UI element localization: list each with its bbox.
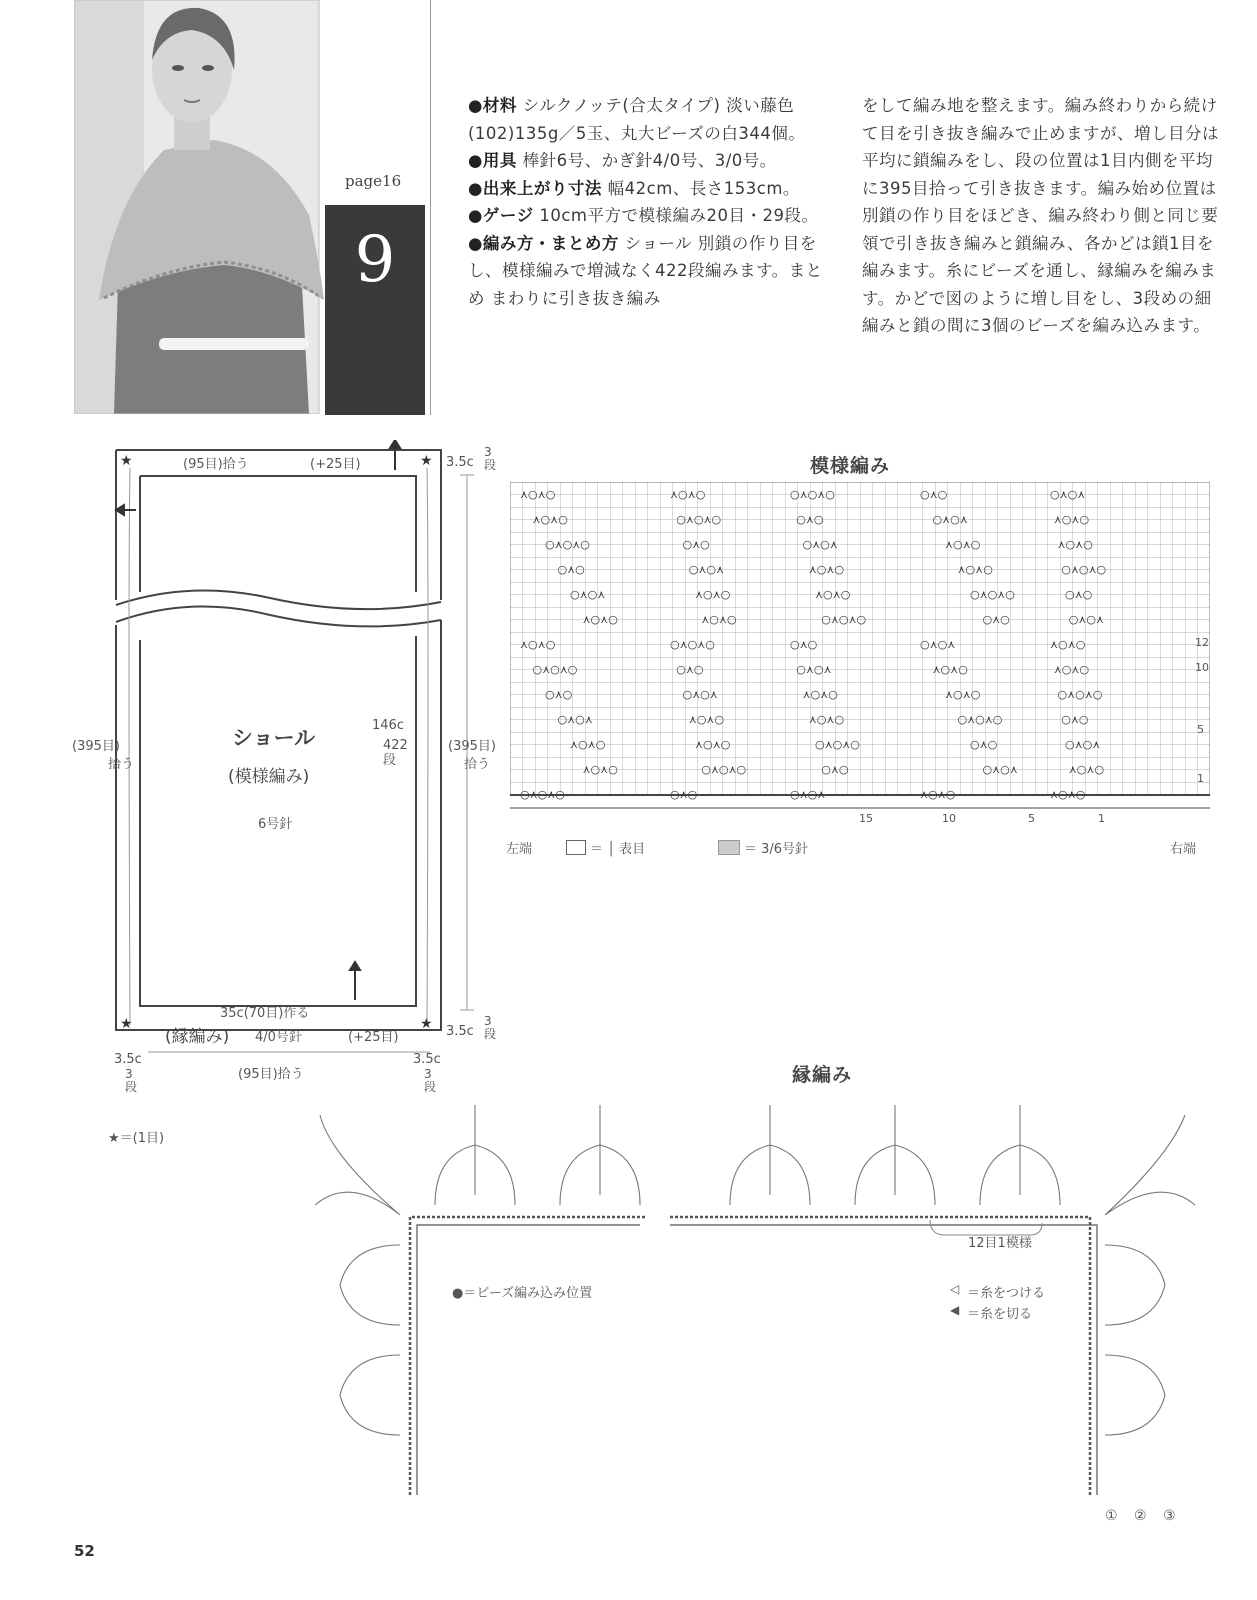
- row-number-10: 10: [1195, 661, 1209, 674]
- bottom-increase-label: (+25目): [348, 1030, 399, 1045]
- chart-symbol: ⋏○⋏○: [688, 713, 725, 726]
- chart-symbol: ○⋏○: [1061, 713, 1089, 726]
- chart-symbol: ○⋏○⋏○: [520, 788, 565, 801]
- edging-scallop: [1105, 1245, 1165, 1325]
- bottom-right-rows-2: 3段: [424, 1067, 437, 1094]
- right-pickup-label: 拾う: [464, 757, 491, 772]
- legend-plain-swatch: [566, 840, 586, 855]
- chart-symbol: ○⋏○⋏: [557, 713, 593, 726]
- chart-symbol: ○⋏○: [796, 513, 824, 526]
- edging-chart-diagram: [290, 1095, 1240, 1515]
- cast-on-label: 35c(70目)作る: [220, 1006, 310, 1021]
- piece-stitch: (模様編み): [228, 767, 310, 787]
- bottom-right-dim-2: 3.5c: [413, 1052, 441, 1067]
- row-number-5: 5: [1197, 723, 1204, 736]
- cut-legend: ＝糸を切る: [967, 1307, 1033, 1322]
- chart-symbol: ○⋏○⋏○: [545, 538, 590, 551]
- edging-scallop: [1105, 1355, 1165, 1435]
- chart-symbol: ○⋏○⋏○: [676, 513, 722, 526]
- chart-symbol: ⋏○⋏○: [695, 588, 731, 601]
- legend-knit: ＝ │ 表目: [590, 842, 646, 857]
- length-rows: 422段: [383, 738, 408, 768]
- chart-symbol: ○⋏○⋏: [920, 638, 956, 651]
- bottom-pickup-label: (95目)拾う: [238, 1067, 304, 1082]
- bottom-left-rows: 3段: [125, 1067, 138, 1094]
- bottom-right-dim: 3.5c: [446, 1024, 474, 1039]
- attach-legend: ＝糸をつける: [967, 1286, 1046, 1301]
- chart-symbol: ○⋏○: [970, 738, 998, 751]
- chart-symbol: ○⋏○⋏: [570, 588, 606, 601]
- col-number-5: 5: [1028, 812, 1035, 825]
- attach-marker-icon: ◁: [950, 1282, 960, 1296]
- top-right-dim: 3.5c: [446, 455, 474, 470]
- row-label-2: ②: [1134, 1508, 1147, 1524]
- chart-symbol: ⋏○⋏○: [802, 688, 838, 701]
- row-label-1: ①: [1105, 1508, 1118, 1524]
- chart-symbol: ○⋏○⋏: [796, 663, 832, 676]
- col-number-15: 15: [859, 812, 873, 825]
- chart-symbol: ○⋏○⋏: [982, 763, 1018, 776]
- chart-symbol: ○⋏○⋏○: [532, 663, 578, 676]
- lace-chart-grid: [510, 482, 1210, 822]
- chart-symbol: ⋏○⋏○: [520, 638, 556, 651]
- chart-symbol: ⋏○⋏○: [1053, 663, 1090, 676]
- chart-symbol: ⋏○⋏○: [520, 488, 556, 501]
- top-right-rows: 3段: [484, 445, 497, 472]
- edging-chart-title: 縁編み: [792, 1064, 853, 1086]
- edging-corner: [1105, 1115, 1195, 1215]
- chart-symbol: ⋏○⋏○: [701, 613, 737, 626]
- chart-symbol: ○⋏○: [1065, 588, 1093, 601]
- cut-marker-icon: ◀: [950, 1303, 960, 1317]
- chart-symbol: ○⋏○⋏: [790, 788, 826, 801]
- top-pickup-label: (95目)拾う: [183, 457, 249, 472]
- chart-symbol: ○⋏○⋏○: [790, 488, 835, 501]
- header-divider: [430, 0, 431, 415]
- edging-scallop: [340, 1245, 400, 1325]
- page-number: 52: [74, 1542, 95, 1560]
- legend-shaded-swatch: [718, 840, 740, 855]
- chart-symbol: ○⋏○: [676, 663, 704, 676]
- chart-symbol: ⋏○⋏○: [808, 713, 845, 726]
- row-number-12: 12: [1195, 636, 1209, 649]
- chart-symbol: ⋏○⋏○: [808, 563, 845, 576]
- chart-symbol: ○⋏○⋏○: [957, 713, 1003, 726]
- chart-symbol: ⋏○⋏○: [1053, 513, 1090, 526]
- chart-symbol: ○⋏○⋏: [802, 538, 838, 551]
- chart-symbol: ○⋏○: [920, 488, 948, 501]
- chart-symbol: ⋏○⋏○: [570, 738, 606, 751]
- chart-symbol: ○⋏○⋏: [932, 513, 968, 526]
- right-pickup-count: (395目): [448, 739, 496, 754]
- chart-symbol: ⋏○⋏○: [1057, 538, 1093, 551]
- edging-corner: [315, 1115, 400, 1215]
- chart-symbol: ⋏○⋏○: [920, 788, 956, 801]
- col-number-1: 1: [1098, 812, 1105, 825]
- bottom-left-dim: 3.5c: [114, 1052, 142, 1067]
- page-reference: page16: [345, 172, 402, 190]
- chart-symbol: ○⋏○⋏: [1068, 613, 1105, 626]
- instructions-column-1: ●材料 シルクノッテ(合太タイプ) 淡い藤色(102)135g／5玉、丸大ビーズの白344個。 ●用具 棒針6号、かぎ針4/0号、3/0号。 ●出来上がり寸法 幅42cm、長さ153cm。 ●ゲージ 10cm平方で模様編み20目・29段。 ●編み方・まとめ方 ショール 別鎖の作り目をし、模様編みで増減なく422段編みます。まとめ まわりに引き抜き編み: [468, 96, 823, 308]
- chart-symbol: ○⋏○: [545, 688, 573, 701]
- chart-symbol: ○⋏○⋏: [688, 563, 725, 576]
- row-label-3: ③: [1163, 1508, 1176, 1524]
- chart-symbol: ⋏○⋏○: [1050, 638, 1086, 651]
- left-pickup-label: 拾う: [108, 757, 135, 772]
- chart-symbol: ○⋏○⋏○: [1061, 563, 1107, 576]
- chart-symbol: ⋏○⋏○: [945, 688, 981, 701]
- chart-symbol: ○⋏○⋏: [1065, 738, 1101, 751]
- pattern-number: 9: [325, 205, 425, 415]
- chart-symbol: ⋏○⋏○: [1068, 763, 1105, 776]
- chart-symbol: ⋏○⋏○: [945, 538, 981, 551]
- chart-symbol: ○⋏○: [982, 613, 1010, 626]
- chart-symbol: ⋏○⋏○: [532, 513, 568, 526]
- svg-text:★: ★: [420, 1016, 433, 1032]
- edging-name: (縁編み): [165, 1027, 230, 1047]
- legend-shaded: ＝ 3/6号針: [744, 842, 809, 857]
- chart-symbol: ○⋏○⋏○: [1057, 688, 1103, 701]
- chart-symbol: ○⋏○⋏○: [701, 763, 747, 776]
- chart-symbol: ○⋏○: [682, 538, 710, 551]
- svg-text:★: ★: [420, 453, 433, 469]
- chart-symbol: ○⋏○: [670, 788, 698, 801]
- chart-symbol: ⋏○⋏○: [582, 613, 618, 626]
- instructions-column-2: をして編み地を整えます。編み終わりから続けて目を引き抜き編みで止めますが、増し目分は平均に鎖編みをし、段の位置は1目内側を平均に395目拾って引き抜きます。編み始め位置は別鎖の作り目をほどき、編み終わり側と同じ要領で引き抜き編みと鎖編み、各かどは鎖1目を編みます。糸にビーズを通し、縁編みを編みます。かどで図のように増し目をし、3段めの細編みと鎖の間に3個のビーズを編み込みます。: [862, 96, 1219, 335]
- svg-text:★: ★: [120, 453, 133, 469]
- length-cm: 146c: [372, 718, 404, 733]
- chart-symbol: ⋏○⋏○: [1050, 788, 1086, 801]
- right-end-label: 右端: [1170, 842, 1197, 857]
- edging-scallop: [340, 1355, 400, 1435]
- chart-symbol: ○⋏○: [790, 638, 818, 651]
- bead-legend: ●＝ビーズ編み込み位置: [452, 1286, 593, 1301]
- left-end-label: 左端: [506, 842, 533, 857]
- chart-symbol: ⋏○⋏○: [815, 588, 851, 601]
- chart-symbol: ○⋏○: [821, 763, 849, 776]
- piece-name: ショール: [232, 726, 316, 750]
- chart-symbol: ○⋏○⋏○: [821, 613, 867, 626]
- chart-symbol: ○⋏○⋏○: [970, 588, 1015, 601]
- chart-symbol: ⋏○⋏○: [932, 663, 968, 676]
- top-increase-label: (+25目): [310, 457, 361, 472]
- chart-symbol: ○⋏○: [557, 563, 585, 576]
- chart-symbol: ○⋏○⋏: [1050, 488, 1086, 501]
- col-number-10: 10: [942, 812, 956, 825]
- edging-repeat-label: 12目1模様: [968, 1236, 1032, 1251]
- svg-text:★: ★: [120, 1016, 133, 1032]
- chart-symbol: ⋏○⋏○: [582, 763, 618, 776]
- star-legend: ★＝(1目): [108, 1131, 165, 1146]
- chart-symbol: ○⋏○⋏○: [670, 638, 715, 651]
- chart-symbol: ○⋏○⋏○: [815, 738, 860, 751]
- chart-symbol: ○⋏○⋏: [682, 688, 718, 701]
- needle-label: 6号針: [258, 817, 293, 832]
- bottom-right-rows: 3段: [484, 1014, 497, 1041]
- left-pickup-count: (395目): [72, 739, 120, 754]
- row-number-1: 1: [1197, 772, 1204, 785]
- edging-needle: 4/0号針: [255, 1030, 302, 1045]
- chart-symbol: ⋏○⋏○: [695, 738, 731, 751]
- chart-symbol: ⋏○⋏○: [957, 563, 993, 576]
- lace-chart-title: 模様編み: [810, 455, 891, 477]
- chart-symbol: ⋏○⋏○: [670, 488, 706, 501]
